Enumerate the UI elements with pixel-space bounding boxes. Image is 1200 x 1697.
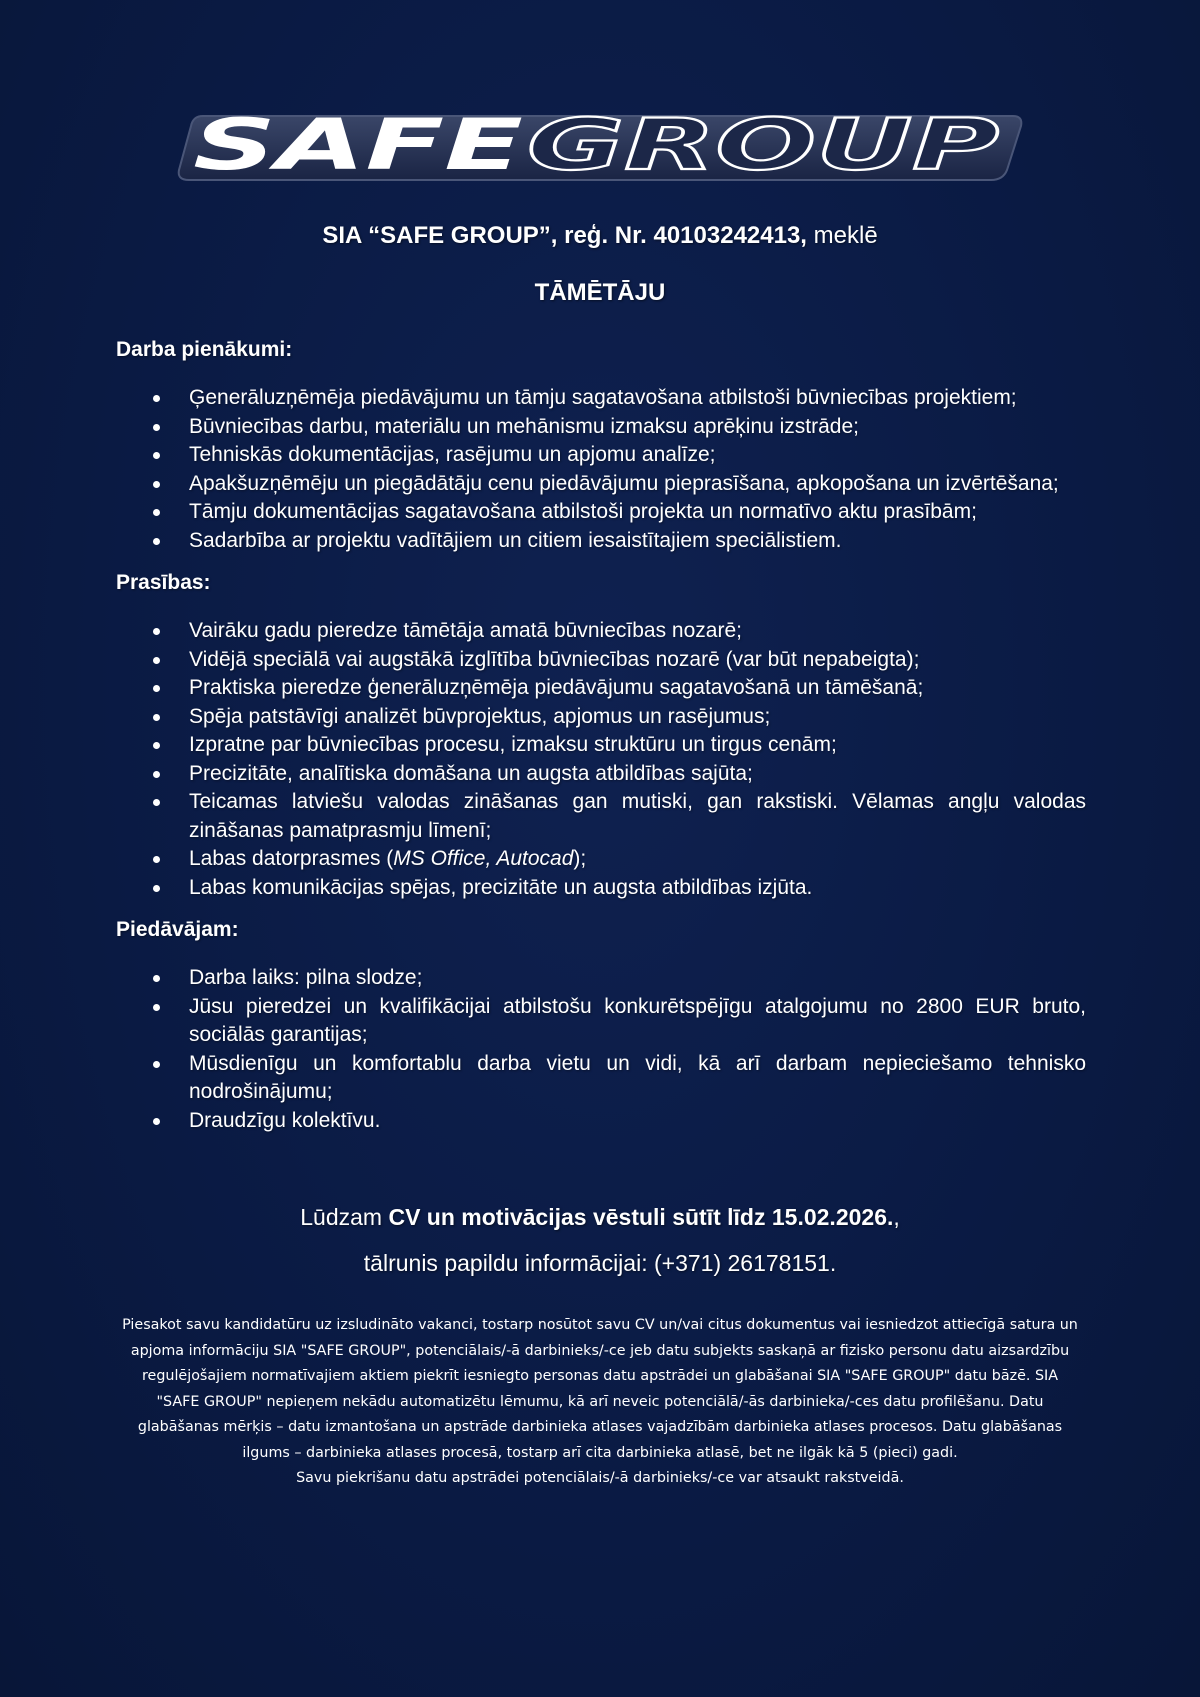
requirements-list xyxy=(116,617,1086,902)
list-item: Labas komunikācijas spējas, precizitāte un augsta atbildības izjūta. xyxy=(116,874,1086,903)
list-item: Vidējā speciālā vai augstākā izglītība būvniecības nozarē (var būt nepabeigta); xyxy=(116,646,1086,675)
company-name: SIA “SAFE GROUP”, reģ. Nr. 40103242413, xyxy=(322,222,807,249)
safe-group-logo xyxy=(175,112,1025,184)
cta-deadline: CV un motivācijas vēstuli sūtīt līdz 15.02.2026. xyxy=(388,1204,894,1230)
disclaimer-withdraw: Savu piekrišanu datu apstrādei potenciālais/-ā darbinieks/-ce var atsaukt rakstveidā. xyxy=(296,1470,904,1486)
list-item: Teicamas latviešu valodas zināšanas gan mutiski, gan rakstiski. Vēlamas angļu valodas zināšanas pamatprasmju līmenī; xyxy=(116,788,1086,845)
list-item: Mūsdienīgu un komfortablu darba vietu un vidi, kā arī darbam nepieciešamo tehnisko nodrošinājumu; xyxy=(116,1050,1086,1107)
list-item: Sadarbība ar projektu vadītājiem un citiem iesaistītajiem speciālistiem. xyxy=(116,527,1086,556)
list-item: Tāmju dokumentācijas sagatavošana atbilstoši projekta un normatīvo aktu prasībām; xyxy=(116,498,1086,527)
list-item: Ģenerāluzņēmēja piedāvājumu un tāmju sagatavošana atbilstoši būvniecības projektiem; xyxy=(116,384,1086,413)
logo-text-group: GROUP xyxy=(527,112,999,184)
list-item: Jūsu pieredzei un kvalifikācijai atbilstošu konkurētspējīgu atalgojumu no 2800 EUR bruto, sociālās garantijas; xyxy=(116,993,1086,1050)
disclaimer-paragraph: Piesakot savu kandidatūru uz izsludināto vakanci, tostarp nosūtot savu CV un/vai citus dokumentus vai iesniedzot attiecīgā satura un apjoma informāciju SIA "SAFE GROUP", potenciālais/-ā darbinieks/-ce jeb datu subjekts saskaņā ar fizisko personu datu aizsardzību regulējošajiem normatīvajiem aktiem piekrīt iesniegto personas datu apstrādei un glabāšanai SIA "SAFE GROUP" datu bāzē. SIA "SAFE GROUP" nepieņem nekādu automatizētu lēmumu, kā arī neveic potenciālā/-ās darbinieka/-ces datu profilēšanu. Datu glabāšanas mērķis – datu izmantošana un apstrāde darbinieka atlases vajadzībām darbinieka atlases procesos. Datu glabāšanas ilgums – darbinieka atlases procesā, tostarp arī cita darbinieka atlasē, bet ne ilgāk kā 5 (pieci) gadi. xyxy=(122,1317,1078,1461)
computer-skills-prefix: Labas datorprasmes ( xyxy=(189,847,394,870)
offer-heading: Piedāvājam: xyxy=(116,918,239,941)
list-item: Spēja patstāvīgi analizēt būvprojektus, apjomus un rasējumus; xyxy=(116,703,1086,732)
headline-verb: meklē xyxy=(806,222,878,249)
duties-heading: Darba pienākumi: xyxy=(116,338,293,361)
requirements-heading: Prasības: xyxy=(116,571,211,594)
cta-lead: Lūdzam xyxy=(300,1204,389,1230)
list-item: Būvniecības darbu, materiālu un mehānismu izmaksu aprēķinu izstrāde; xyxy=(116,413,1086,442)
position-title: TĀMĒTĀJU xyxy=(534,279,666,306)
data-privacy-disclaimer xyxy=(120,1313,1080,1492)
list-item: Vairāku gadu pieredze tāmētāja amatā būvniecības nozarē; xyxy=(116,617,1086,646)
list-item: Izpratne par būvniecības procesu, izmaksu struktūru un tirgus cenām; xyxy=(116,731,1086,760)
list-item: Darba laiks: pilna slodze; xyxy=(116,964,1086,993)
list-item-computer-skills xyxy=(116,845,1086,874)
computer-skills-software: MS Office, Autocad xyxy=(393,847,574,870)
company-logo xyxy=(175,112,1025,184)
logo-text-safe: SAFE xyxy=(193,112,523,184)
headline xyxy=(0,222,1200,250)
list-item: Apakšuzņēmēju un piegādātāju cenu piedāvājumu pieprasīšana, apkopošana un izvērtēšana; xyxy=(116,470,1086,499)
duties-list xyxy=(116,384,1086,555)
list-item: Draudzīgu kolektīvu. xyxy=(116,1107,1086,1136)
list-item: Tehniskās dokumentācijas, rasējumu un apjomu analīze; xyxy=(116,441,1086,470)
cta-tail: , xyxy=(893,1204,900,1230)
application-instructions xyxy=(0,1204,1200,1231)
contact-phone: tālrunis papildu informācijai: (+371) 26178151. xyxy=(363,1250,837,1276)
offer-list xyxy=(116,964,1086,1135)
computer-skills-suffix: ); xyxy=(573,847,587,870)
job-description xyxy=(116,338,1086,1151)
list-item: Precizitāte, analītiska domāšana un augsta atbildības sajūta; xyxy=(116,760,1086,789)
list-item: Praktiska pieredze ģenerāluzņēmēja piedāvājumu sagatavošanā un tāmēšanā; xyxy=(116,674,1086,703)
